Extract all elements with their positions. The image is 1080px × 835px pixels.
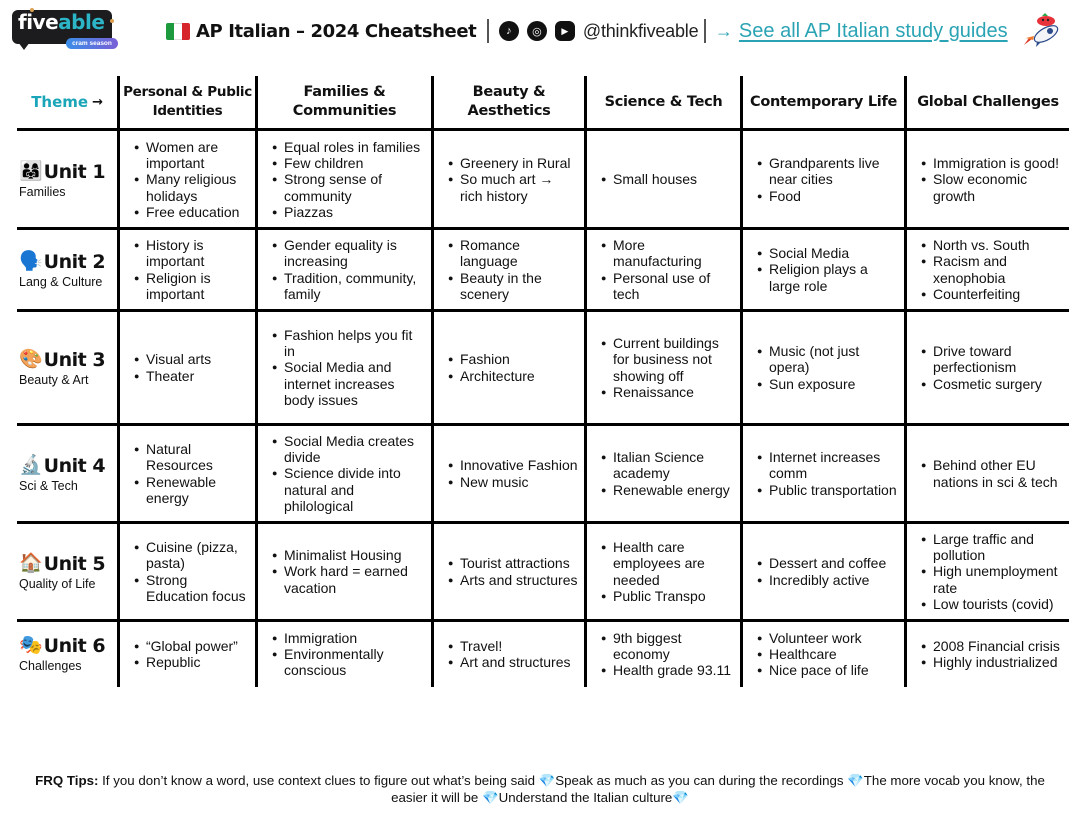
- unit-subtitle: Families: [19, 184, 66, 199]
- list-item: ● Travel!: [448, 638, 571, 654]
- bullet-list: [757, 555, 886, 588]
- list-item: ● High unemployment rate: [921, 563, 1063, 596]
- bullet-list: [921, 237, 1063, 302]
- list-item: ● New music: [448, 474, 578, 490]
- list-item: ● Renewable energy: [601, 482, 734, 498]
- list-item: ● Cuisine (pizza, pasta): [134, 539, 249, 572]
- italy-flag-icon: [166, 23, 190, 40]
- list-item: ● Large traffic and pollution: [921, 531, 1063, 564]
- bullet-list: [601, 335, 734, 400]
- theme-header: [17, 76, 117, 128]
- list-item: ● Innovative Fashion: [448, 457, 578, 473]
- list-item: ● History is important: [134, 237, 249, 270]
- unit-subtitle: Beauty & Art: [19, 372, 89, 387]
- list-item: ● Strong sense of community: [272, 171, 425, 204]
- list-item: ● 9th biggest economy: [601, 630, 734, 663]
- list-item: ● Many religious holidays: [134, 171, 249, 204]
- list-item: ● Drive toward perfectionism: [921, 343, 1063, 376]
- list-item: ● Visual arts: [134, 351, 211, 367]
- list-item: ● Public Transpo: [601, 588, 734, 604]
- list-item: ● Art and structures: [448, 654, 571, 670]
- table-cell: [743, 524, 904, 619]
- tip: Understand the Italian culture: [498, 790, 673, 805]
- unit-label-cell: [0, 622, 117, 686]
- list-item: ● Arts and structures: [448, 572, 578, 588]
- table-cell: [434, 426, 584, 521]
- logo-wordmark: fiveable: [18, 10, 105, 34]
- logo-speech-tail: [18, 42, 30, 50]
- bullet-list: [448, 237, 578, 302]
- table-cell: [258, 312, 431, 423]
- list-item: ● Renewable energy: [134, 474, 249, 507]
- unit-name: Unit 1: [43, 160, 106, 183]
- gem-icon: 💎: [672, 790, 689, 805]
- list-item: ● Racism and xenophobia: [921, 253, 1063, 286]
- table-cell: [258, 230, 431, 309]
- table-cell: [258, 524, 431, 619]
- list-item: ● Equal roles in families: [272, 139, 425, 155]
- unit-name: Unit 5: [43, 552, 106, 575]
- tiktok-icon[interactable]: ♪: [499, 21, 519, 41]
- table-cell: [434, 524, 584, 619]
- table-cell: [587, 426, 740, 521]
- family-icon: 👨‍👩‍👧: [19, 160, 43, 182]
- list-item: ● Social Media and internet increases body issues: [272, 359, 425, 408]
- table-cell: [743, 312, 904, 423]
- bullet-list: [134, 237, 249, 302]
- list-item: ● Dessert and coffee: [757, 555, 886, 571]
- table-cell: [907, 131, 1069, 228]
- table-cell: [587, 131, 740, 228]
- theme-column-header: Global Challenges: [917, 93, 1059, 110]
- table-cell: [434, 622, 584, 686]
- header: [0, 0, 1080, 62]
- tip: Speak as much as you can during the recordings: [555, 773, 848, 788]
- palette-icon: 🎨: [19, 348, 43, 370]
- gem-icon: 💎: [538, 773, 556, 788]
- bullet-list: [272, 630, 425, 679]
- list-item: ● Social Media creates divide: [272, 433, 425, 466]
- table-cell: [120, 230, 255, 309]
- theme-column-header: Science & Tech: [604, 93, 723, 110]
- list-item: ● Behind other EU nations in sci & tech: [921, 457, 1063, 490]
- theme-label: Theme: [31, 93, 89, 111]
- bullet-list: [601, 237, 734, 302]
- table-cell: [587, 524, 740, 619]
- bullet-list: [134, 539, 249, 604]
- list-item: ● Healthcare: [757, 646, 869, 662]
- bullet-list: [272, 327, 425, 408]
- table-cell: [434, 131, 584, 228]
- list-item: ● Incredibly active: [757, 572, 886, 588]
- bullet-list: [134, 351, 211, 384]
- list-item: ● Fashion helps you fit in: [272, 327, 425, 360]
- bullet-list: [272, 547, 425, 596]
- gem-icon: 💎: [482, 790, 499, 805]
- bullet-list: [921, 531, 1063, 612]
- title-bar: [166, 16, 1008, 46]
- unit-title: [19, 161, 105, 183]
- fiveable-logo[interactable]: [10, 8, 116, 50]
- list-item: ● Music (not just opera): [757, 343, 898, 376]
- logo-sparkle-icon: [110, 19, 114, 23]
- table-cell: [258, 426, 431, 521]
- list-item: ● Environmentally conscious: [272, 646, 425, 679]
- logo-badge: cram season: [66, 38, 118, 49]
- bullet-list: [601, 539, 734, 604]
- list-item: ● Personal use of tech: [601, 270, 734, 303]
- bullet-list: [134, 441, 249, 506]
- table-cell: [587, 230, 740, 309]
- list-item: ● Fashion: [448, 351, 535, 367]
- theme-column-header: Personal & Public Identities: [123, 84, 252, 119]
- bullet-list: [757, 245, 898, 294]
- bullet-list: [757, 449, 898, 498]
- list-item: ● Grandparents live near cities: [757, 155, 898, 188]
- unit-title: [19, 455, 105, 477]
- bullet-list: [601, 630, 734, 679]
- table-cell: [587, 312, 740, 423]
- gem-icon: 💎: [847, 773, 864, 788]
- theme-column-header: Families & Communities: [292, 84, 397, 119]
- list-item: ● So much art → rich history: [448, 171, 578, 204]
- list-item: ● Cosmetic surgery: [921, 376, 1063, 392]
- table-cell: [120, 312, 255, 423]
- list-item: ● Low tourists (covid): [921, 596, 1063, 612]
- list-item: ● Tradition, community, family: [272, 270, 425, 303]
- unit-label-cell: [0, 230, 117, 309]
- table-cell: [743, 131, 904, 228]
- rocket-mascot-icon: [1020, 12, 1064, 48]
- unit-title: [19, 349, 105, 371]
- list-item: ● Few children: [272, 155, 425, 171]
- unit-subtitle: Lang & Culture: [19, 274, 103, 289]
- table-cell: [743, 622, 904, 686]
- bullet-list: [272, 139, 425, 220]
- table-cell: [120, 426, 255, 521]
- table-cell: [907, 524, 1069, 619]
- bullet-list: [921, 457, 1063, 490]
- frq-tips: [0, 772, 1080, 806]
- list-item: ● Natural Resources: [134, 441, 249, 474]
- tip: The more vocab you know, the easier it will be: [391, 773, 1045, 805]
- tip: If you don’t know a word, use context clues to figure out what’s being said: [102, 773, 539, 788]
- list-item: ● Health grade 93.11: [601, 662, 734, 678]
- list-item: ● Women are important: [134, 139, 249, 172]
- table-cell: [120, 622, 255, 686]
- unit-label-cell: [0, 426, 117, 521]
- list-item: ● Sun exposure: [757, 376, 898, 392]
- list-item: ● Highly industrialized: [921, 654, 1060, 670]
- list-item: ● Architecture: [448, 368, 535, 384]
- arrow-right-icon: →: [714, 20, 733, 41]
- table-cell: [434, 230, 584, 309]
- bullet-list: [134, 139, 249, 220]
- bullet-list: [448, 638, 571, 671]
- theme-column-header: Contemporary Life: [750, 93, 897, 110]
- bullet-list: [921, 638, 1060, 671]
- theme-column-header: Beauty & Aesthetics: [467, 84, 551, 119]
- divider: [487, 19, 489, 43]
- list-item: ● Nice pace of life: [757, 662, 869, 678]
- list-item: ● Small houses: [601, 171, 697, 187]
- bullet-list: [448, 555, 578, 588]
- list-item: ● More manufacturing: [601, 237, 734, 270]
- list-item: ● Free education: [134, 204, 249, 220]
- social-handle[interactable]: @thinkfiveable: [582, 20, 699, 41]
- divider: [704, 19, 706, 43]
- bullet-list: [921, 155, 1063, 204]
- unit-subtitle: Sci & Tech: [19, 478, 78, 493]
- list-item: ● Strong Education focus: [134, 572, 249, 605]
- list-item: ● Romance language: [448, 237, 578, 270]
- table-cell: [907, 230, 1069, 309]
- bullet-list: [601, 171, 697, 187]
- bullet-list: [757, 343, 898, 392]
- list-item: ● Religion is important: [134, 270, 249, 303]
- table-cell: [907, 426, 1069, 521]
- bullet-list: [134, 638, 238, 671]
- bullet-list: [757, 630, 869, 679]
- list-item: ● Slow economic growth: [921, 171, 1063, 204]
- list-item: ● Republic: [134, 654, 238, 670]
- list-item: ● Religion plays a large role: [757, 261, 898, 294]
- table-cell: [907, 312, 1069, 423]
- list-item: ● Health care employees are needed: [601, 539, 734, 588]
- list-item: ● Immigration is good!: [921, 155, 1063, 171]
- list-item: ● Volunteer work: [757, 630, 869, 646]
- unit-subtitle: Challenges: [19, 659, 82, 673]
- list-item: ● Internet increases comm: [757, 449, 898, 482]
- list-item: ● “Global power”: [134, 638, 238, 654]
- list-item: ● Minimalist Housing: [272, 547, 425, 563]
- list-item: ● Public transportation: [757, 482, 898, 498]
- arrow-right-icon: →: [92, 94, 103, 110]
- list-item: ● Social Media: [757, 245, 898, 261]
- list-item: ● Theater: [134, 368, 211, 384]
- table-cell: [120, 524, 255, 619]
- unit-title: [19, 635, 105, 657]
- microscope-icon: 🔬: [19, 454, 43, 476]
- unit-name: Unit 2: [43, 250, 106, 273]
- unit-title: [19, 251, 105, 273]
- unit-label-cell: [0, 131, 117, 228]
- unit-subtitle: Quality of Life: [19, 576, 96, 591]
- bullet-list: [601, 449, 734, 498]
- unit-label-cell: [0, 312, 117, 423]
- table-cell: [258, 131, 431, 228]
- table-cell: [258, 622, 431, 686]
- bullet-list: [448, 457, 578, 490]
- list-item: ● Science divide into natural and philological: [272, 465, 425, 514]
- list-item: ● North vs. South: [921, 237, 1063, 253]
- list-item: ● Greenery in Rural: [448, 155, 578, 171]
- list-item: ● Current buildings for business not showing off: [601, 335, 734, 384]
- bullet-list: [448, 155, 578, 204]
- challenges-icon: 🎭: [19, 635, 43, 656]
- speaking-head-icon: 🗣️: [19, 250, 43, 272]
- unit-name: Unit 6: [43, 635, 106, 657]
- unit-label-cell: [0, 524, 117, 619]
- bullet-list: [272, 433, 425, 514]
- bullet-list: [921, 343, 1063, 392]
- list-item: ● Counterfeiting: [921, 286, 1063, 302]
- list-item: ● Gender equality is increasing: [272, 237, 425, 270]
- list-item: ● Immigration: [272, 630, 425, 646]
- unit-name: Unit 4: [43, 454, 106, 477]
- house-icon: 🏠: [19, 552, 43, 574]
- unit-title: [19, 553, 105, 575]
- list-item: ● Renaissance: [601, 384, 734, 400]
- table-cell: [120, 131, 255, 228]
- table-cell: [743, 426, 904, 521]
- bullet-list: [448, 351, 535, 384]
- instagram-icon[interactable]: ◎: [527, 21, 547, 41]
- bullet-list: [272, 237, 425, 302]
- table-cell: [743, 230, 904, 309]
- study-guides-link[interactable]: See all AP Italian study guides: [738, 19, 1008, 42]
- frq-tips-label: FRQ Tips:: [35, 773, 99, 788]
- list-item: ● Piazzas: [272, 204, 425, 220]
- page-title: AP Italian – 2024 Cheatsheet: [196, 20, 477, 42]
- list-item: ● Beauty in the scenery: [448, 270, 578, 303]
- youtube-icon[interactable]: ▶: [555, 21, 575, 41]
- table-cell: [434, 312, 584, 423]
- table-cell: [587, 622, 740, 686]
- list-item: ● Food: [757, 188, 898, 204]
- list-item: ● 2008 Financial crisis: [921, 638, 1060, 654]
- unit-name: Unit 3: [43, 348, 106, 371]
- bullet-list: [757, 155, 898, 204]
- list-item: ● Tourist attractions: [448, 555, 578, 571]
- list-item: ● Work hard = earned vacation: [272, 563, 425, 596]
- table-cell: [907, 622, 1069, 686]
- list-item: ● Italian Science academy: [601, 449, 734, 482]
